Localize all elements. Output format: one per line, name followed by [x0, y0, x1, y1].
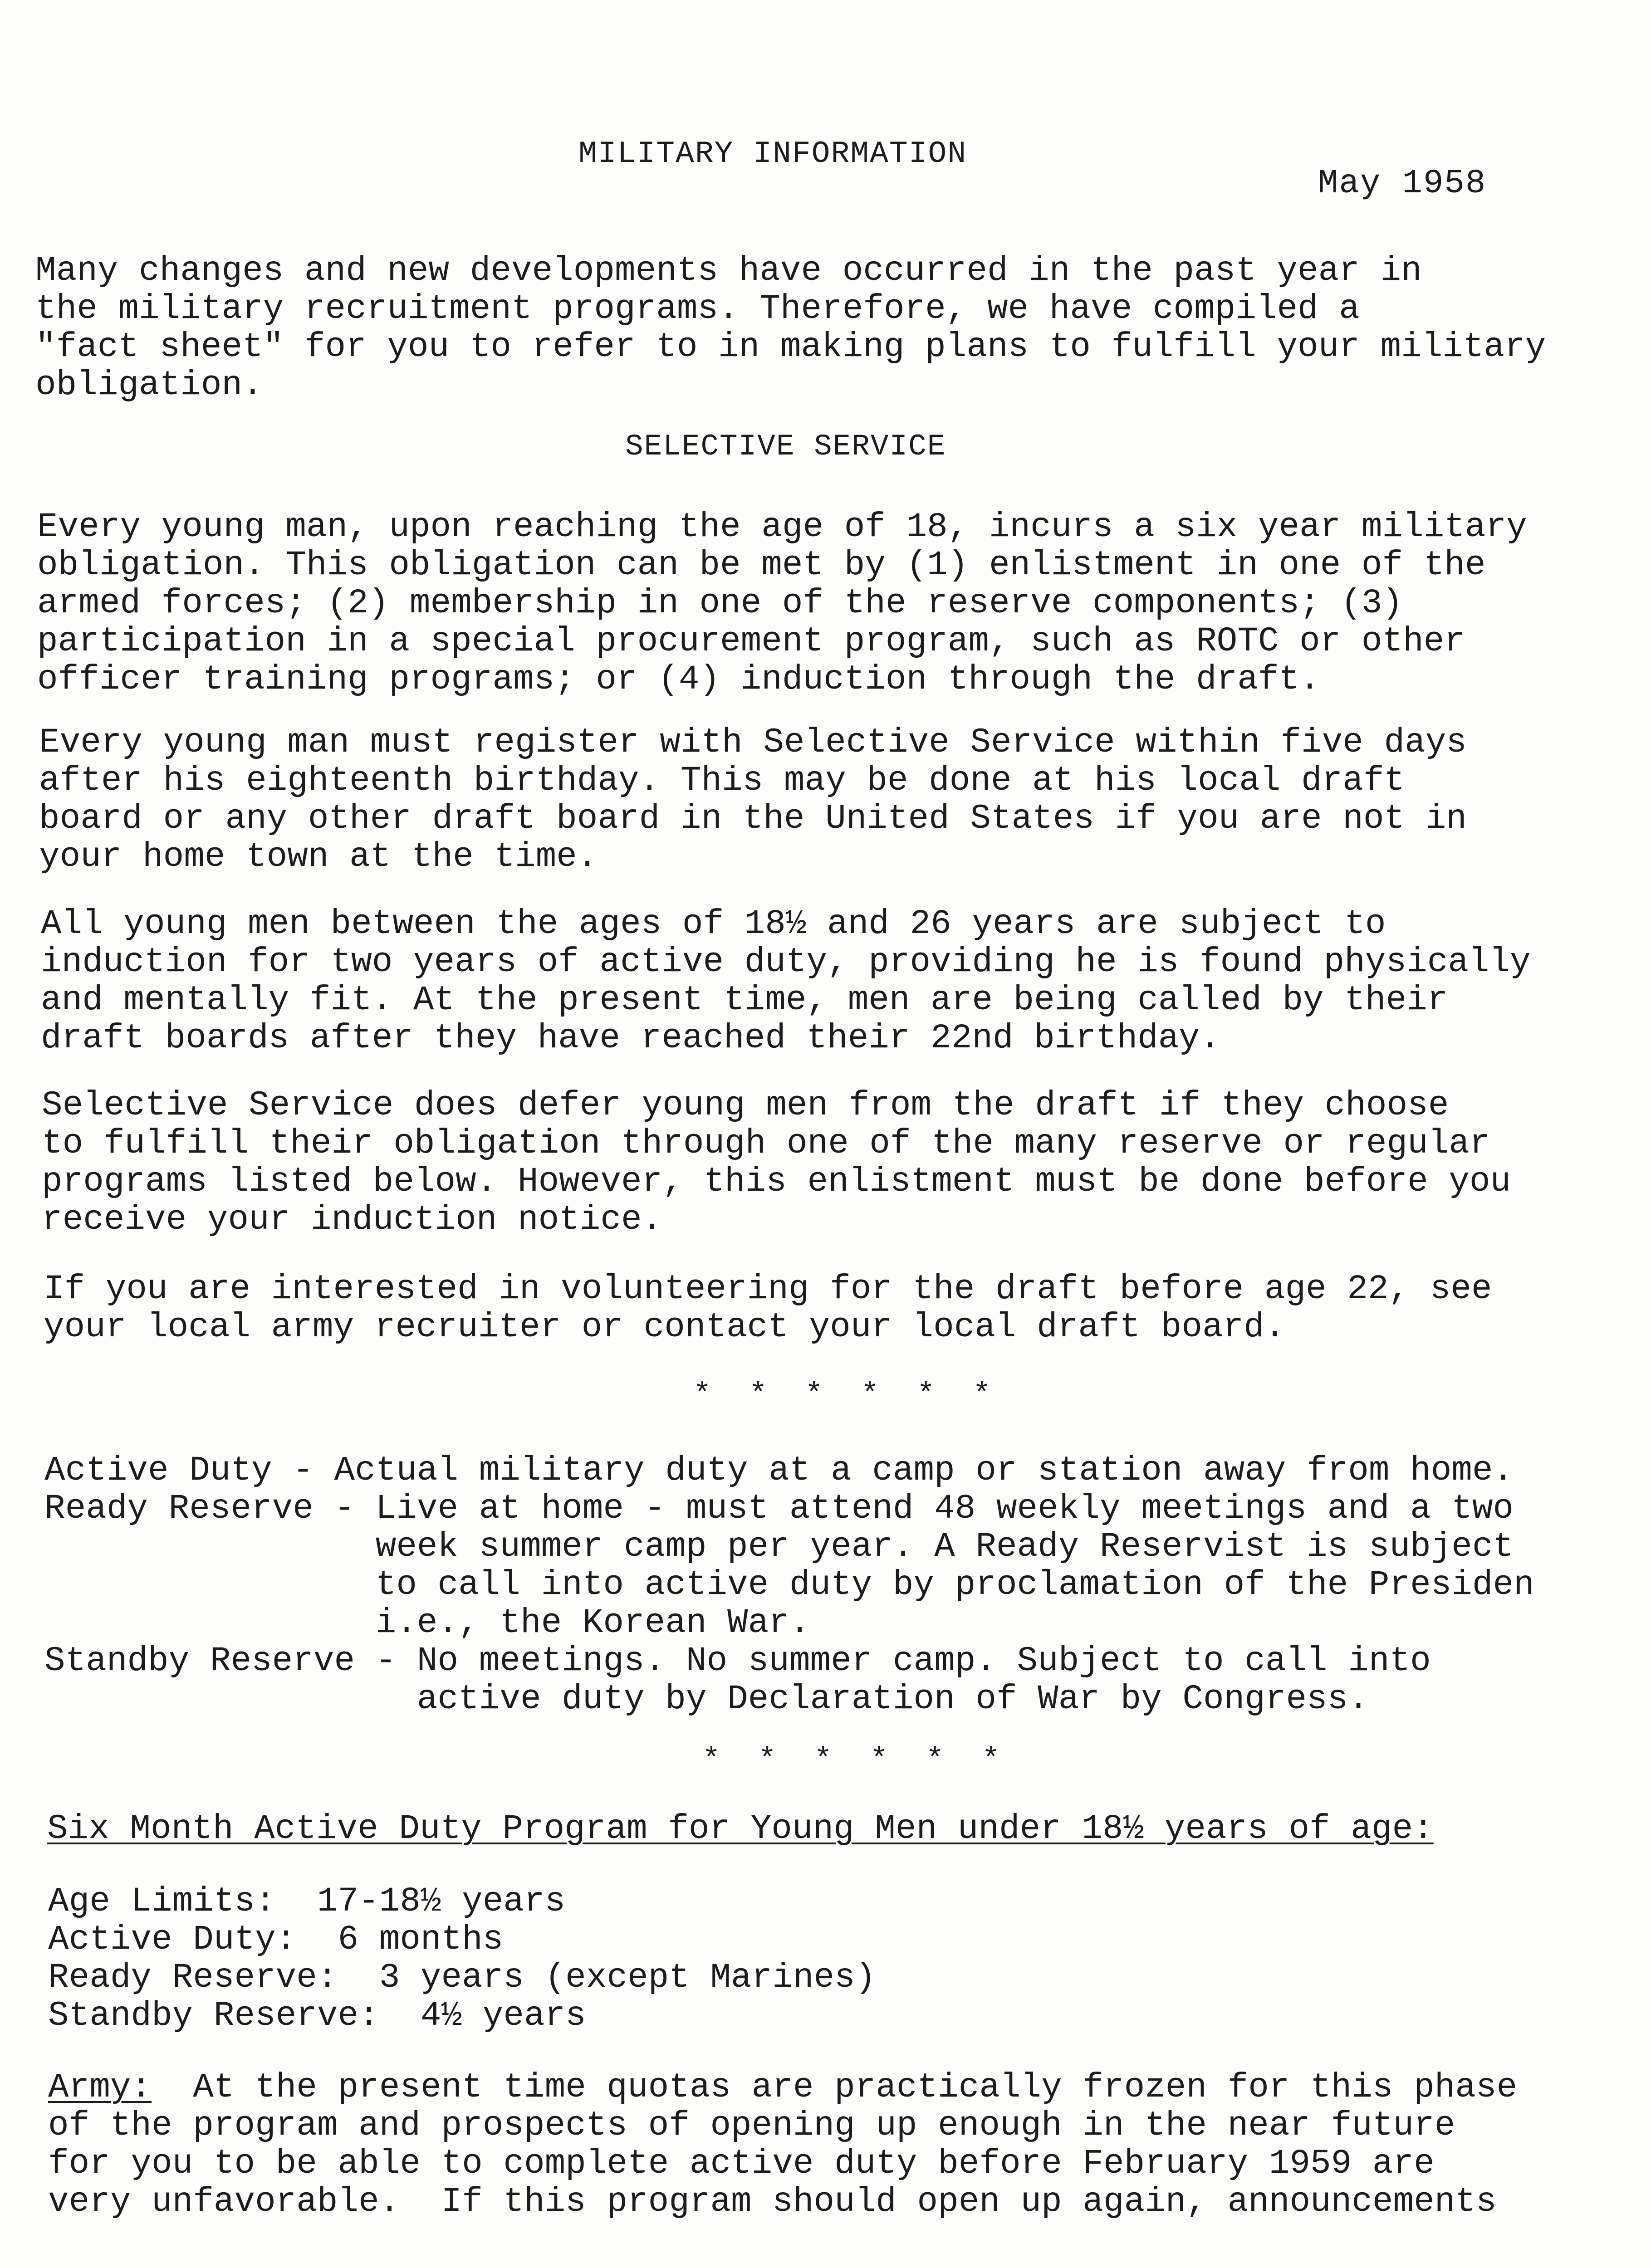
- selective-service-paragraph-1: Every young man, upon reaching the age of 18, incurs a six year military obligation. This obligation can be met by (1) enlistment in one of the armed forces; (2) membership in one of the reserve components; (3) participation in a special procurement program, such as ROTC or other officer training programs; or (4) induction through the draft.: [37, 508, 1527, 699]
- document-title: MILITARY INFORMATION: [578, 137, 967, 171]
- intro-paragraph: Many changes and new developments have occurred in the past year in the military recruitment programs. Therefore, we have compiled a "fact sheet" for you to refer to in making plans to fulfill your military obligation.: [35, 251, 1546, 405]
- army-text: At the present time quotas are practically frozen for this phase of the program and prospects of opening up enough in the near future for you to be able to complete active duty before February 1959 are very unfavorable. If this program should open up again, announcements: [48, 2068, 1518, 2221]
- selective-service-heading: SELECTIVE SERVICE: [625, 430, 946, 464]
- document-date: May 1958: [1318, 165, 1487, 203]
- selective-service-paragraph-4: Selective Service does defer young men from the draft if they choose to fulfill their obligation through one of the many reserve or regular programs listed below. However, this enlistment must be done before you receive your induction notice.: [42, 1086, 1511, 1239]
- selective-service-paragraph-5: If you are interested in volunteering for the draft before age 22, see your local army recruiter or contact your local draft board.: [44, 1270, 1492, 1347]
- separator-stars-1: * * * * * *: [693, 1378, 1001, 1412]
- selective-service-paragraph-2: Every young man must register with Selective Service within five days after his eighteenth birthday. This may be done at his local draft board or any other draft board in the United States if you are not in your home town at the time.: [39, 723, 1467, 876]
- separator-stars-2: * * * * * *: [702, 1743, 1010, 1777]
- army-paragraph: [48, 2068, 1517, 2221]
- selective-service-paragraph-3: All young men between the ages of 18½ and 26 years are subject to induction for two years of active duty, providing he is found physically and mentally fit. At the present time, men are being called by their draft boards after they have reached their 22nd birthday.: [41, 904, 1531, 1058]
- six-month-program-heading: Six Month Active Duty Program for Young Men under 18½ years of age:: [47, 1809, 1434, 1848]
- military-definitions: Active Duty - Actual military duty at a camp or station away from home. Ready Reserve - Live at home - must attend 48 weekly meetings and a two week summer camp per year. A Ready Reservist is subject to call into active duty by proclamation of the Presiden i.e., the Korean War. Standby Reserve - No meetings. No summer camp. Subject to call into active duty by Declaration of War by Congress.: [44, 1451, 1534, 1719]
- army-label: Army:: [48, 2068, 152, 2107]
- six-month-program-facts: Age Limits: 17-18½ years Active Duty: 6 months Ready Reserve: 3 years (except Marines) Standby Reserve: 4½ years: [48, 1882, 876, 2035]
